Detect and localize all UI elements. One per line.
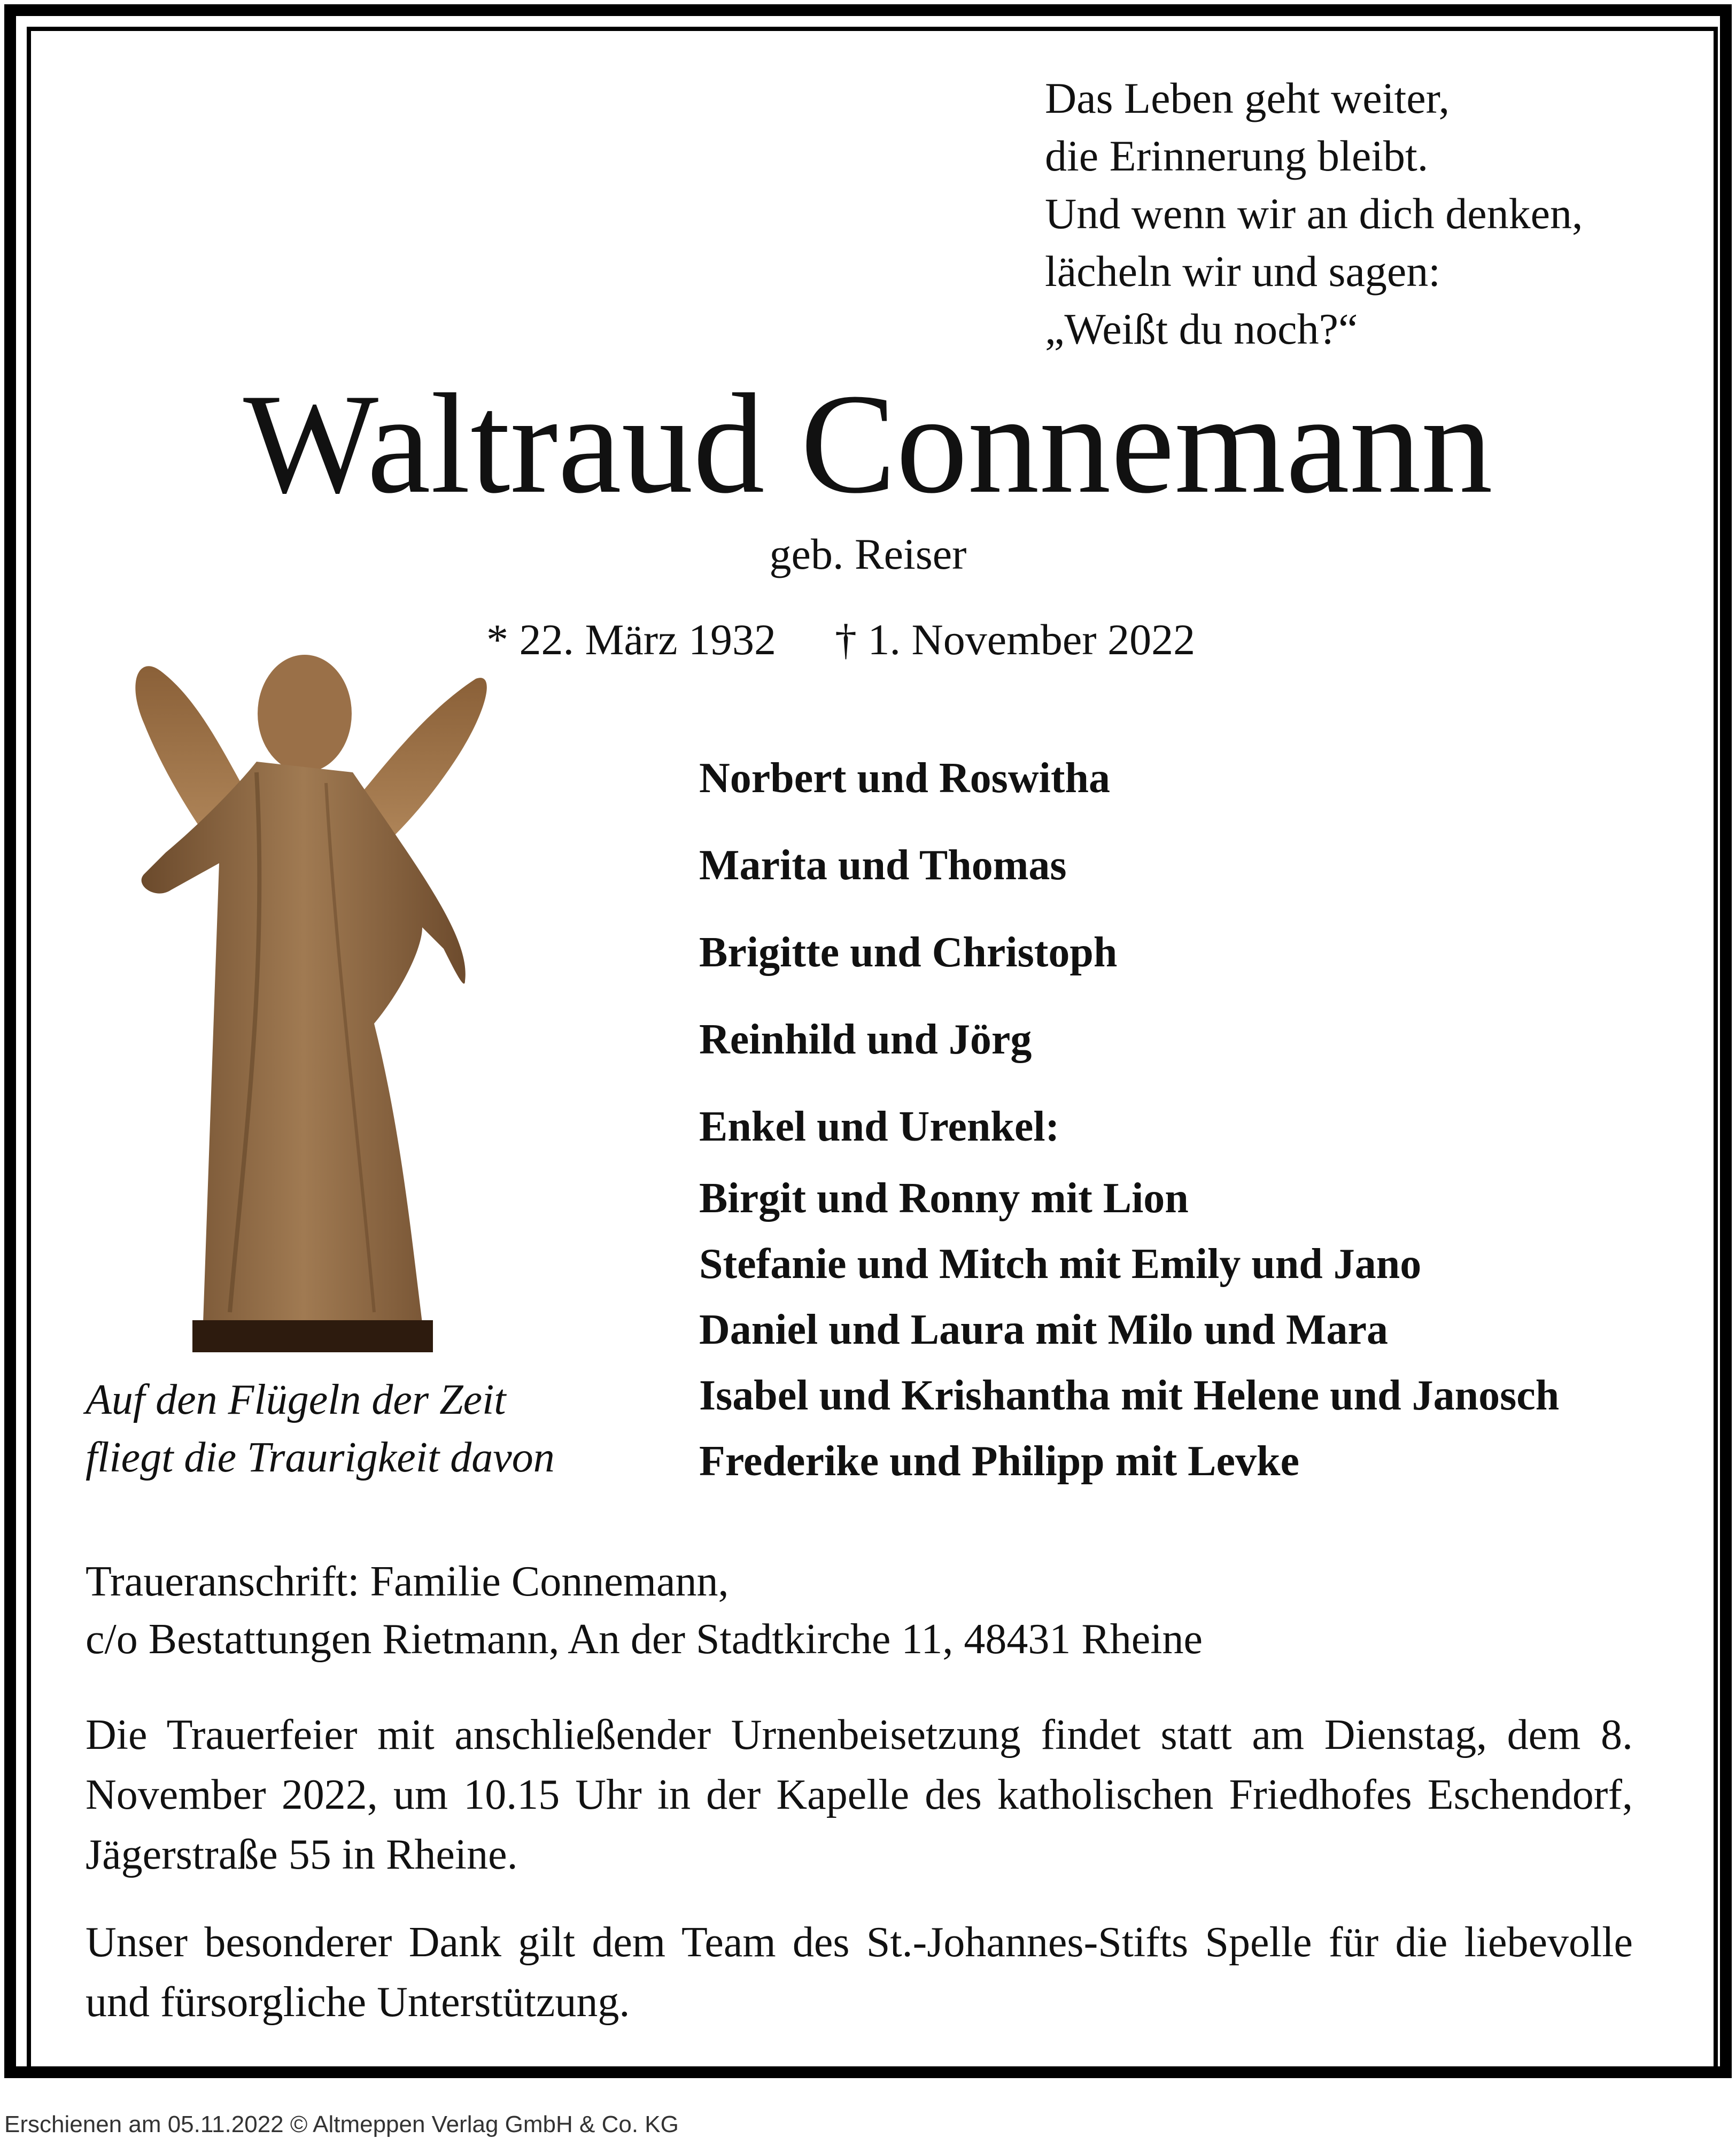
poem-line: die Erinnerung bleibt. xyxy=(1045,131,1429,180)
poem-line: „Weißt du noch?“ xyxy=(1045,305,1358,353)
life-dates xyxy=(486,615,1195,665)
death-date: † 1. November 2022 xyxy=(835,615,1196,664)
publication-footer: Erschienen am 05.11.2022 © Altmeppen Verlag GmbH & Co. KG xyxy=(4,2111,679,2137)
child-couple: Reinhild und Jörg xyxy=(699,1016,1032,1063)
address-line: c/o Bestattungen Rietmann, An der Stadtkirche 11, 48431 Rheine xyxy=(86,1616,1203,1663)
grandchild-family: Frederike und Philipp mit Levke xyxy=(699,1438,1300,1485)
poem-line: Das Leben geht weiter, xyxy=(1045,74,1450,122)
poem xyxy=(1045,69,1583,358)
child-couple: Marita und Thomas xyxy=(699,842,1067,889)
caption-line: fliegt die Traurigkeit davon xyxy=(86,1434,555,1481)
thanks-notice: Unser besonderer Dank gilt dem Team des St.-Johannes-Stifts Spelle für die liebevolle und fürsorgliche Unterstützung. xyxy=(86,1919,1633,2026)
child-couple: Brigitte und Christoph xyxy=(699,929,1118,976)
poem-line: Und wenn wir an dich denken, xyxy=(1045,189,1583,238)
head xyxy=(258,655,352,772)
body xyxy=(142,762,466,1323)
mourning-address xyxy=(86,1553,1203,1668)
address-line: Traueranschrift: Familie Connemann, xyxy=(86,1558,729,1605)
grandchild-family: Birgit und Ronny mit Lion xyxy=(699,1175,1189,1222)
caption-line: Auf den Flügeln der Zeit xyxy=(86,1376,506,1423)
deceased-name: Waltraud Connemann xyxy=(243,364,1493,523)
grandchildren-list xyxy=(699,1166,1559,1494)
ceremony-notice: Die Trauerfeier mit anschließender Urnenbeisetzung findet statt am Dienstag, dem 8. November 2022, um 10.15 Uhr in der Kapelle des katholischen Friedhofes Eschendorf, Jägerstraße 55 in Rheine. xyxy=(86,1711,1633,1878)
grandchild-family: Isabel und Krishantha mit Helene und Janosch xyxy=(699,1372,1560,1419)
grandchild-family: Daniel und Laura mit Milo und Mara xyxy=(699,1306,1389,1353)
birth-date: * 22. März 1932 xyxy=(486,615,777,664)
angel-figure-image xyxy=(123,649,497,1355)
grandchild-family: Stefanie und Mitch mit Emily und Jano xyxy=(699,1241,1422,1288)
child-couple: Norbert und Roswitha xyxy=(699,755,1110,802)
image-caption xyxy=(86,1371,555,1486)
birth-name: geb. Reiser xyxy=(769,530,967,578)
poem-line: lächeln wir und sagen: xyxy=(1045,247,1441,296)
mourners-list xyxy=(699,735,1560,1485)
grandchildren-heading: Enkel und Urenkel: xyxy=(699,1103,1060,1150)
